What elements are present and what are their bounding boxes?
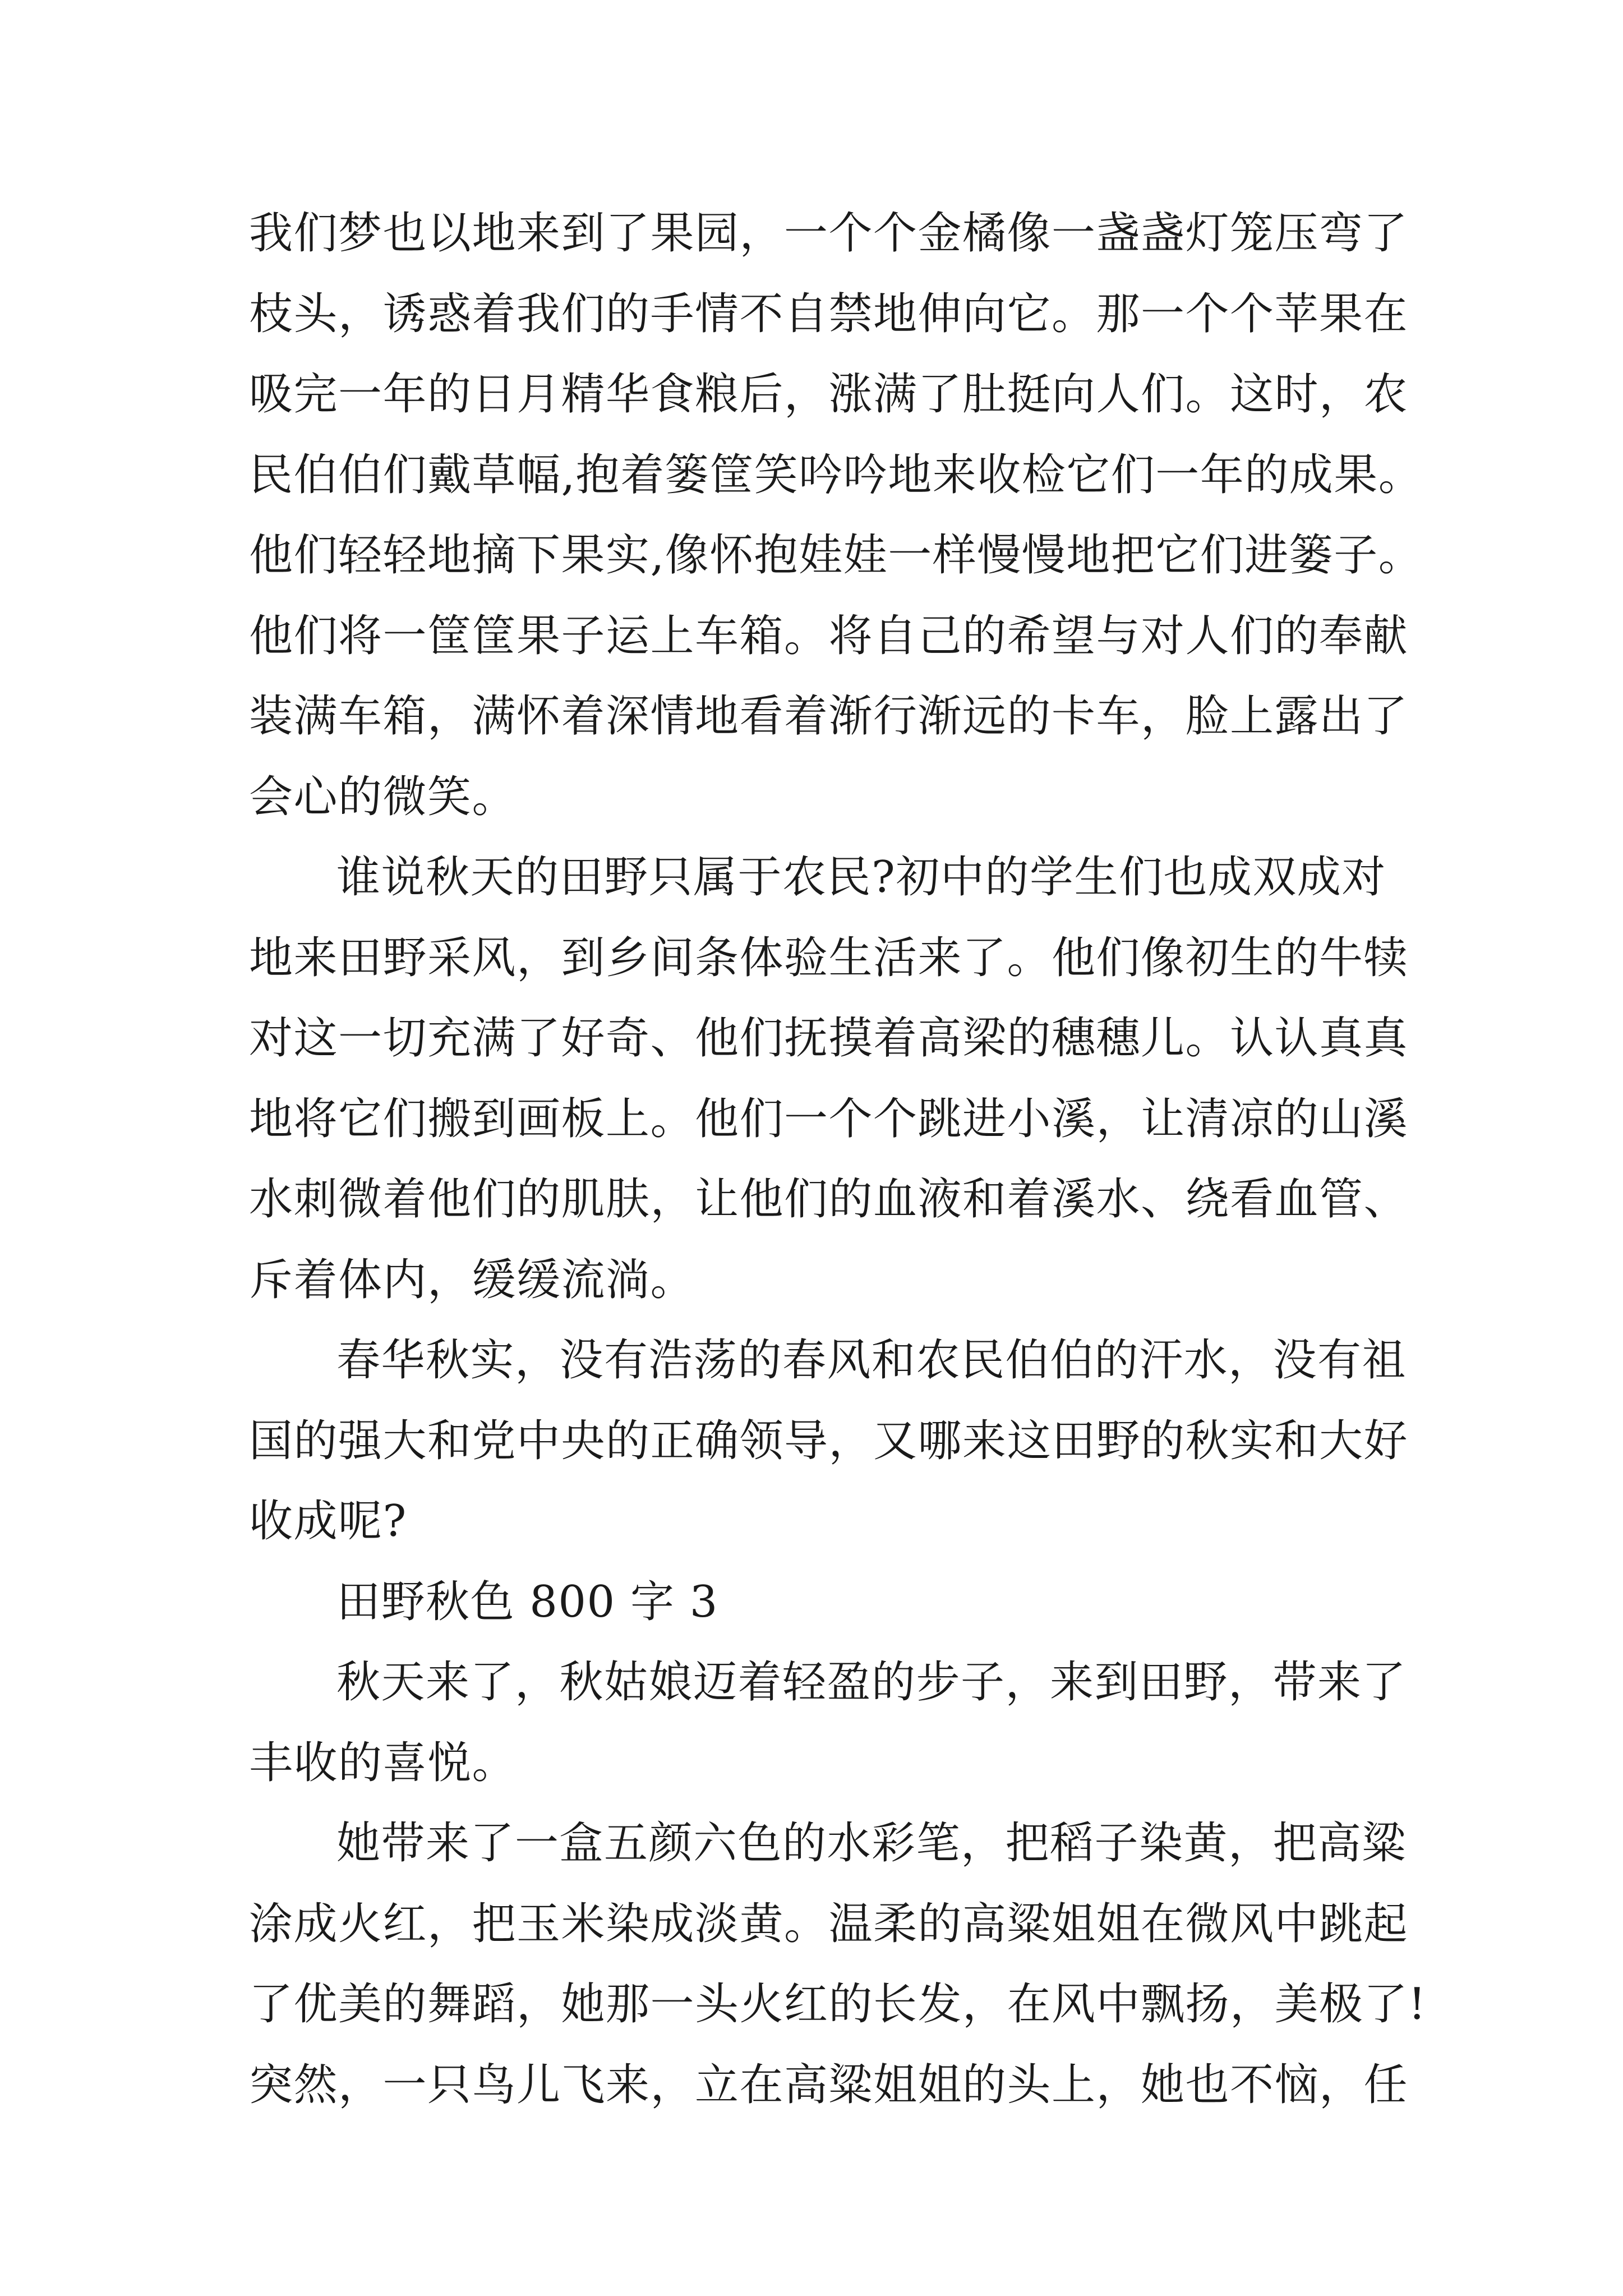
text-line: 田野秋色 800 字 3: [336, 1576, 718, 1627]
text-line: 枝头，诱惑着我们的手情不自禁地伸向它。那一个个苹果在: [249, 288, 1409, 339]
text-line: 吸完一年的日月精华食粮后，涨满了肚挺向人们。这时，农: [249, 369, 1409, 420]
text-line: 他们轻轻地摘下果实,像怀抱娃娃一样慢慢地把它们进篓子。: [249, 530, 1423, 581]
text-line: 水刺微着他们的肌肤，让他们的血液和着溪水、绕看血管、: [249, 1174, 1409, 1225]
text-line: 斥着体内，缓缓流淌。: [249, 1254, 695, 1305]
text-line: 地来田野采风，到乡间条体验生活来了。他们像初生的牛犊: [249, 932, 1409, 983]
text-line: 丰收的喜悦。: [249, 1737, 517, 1788]
text-line: 谁说秋天的田野只属于农民?初中的学生们也成双成对: [336, 852, 1386, 903]
text-line: 民伯伯们戴草幅,抱着篓筐笑吟吟地来收检它们一年的成果。: [249, 449, 1423, 500]
text-line: 突然，一只鸟儿飞来，立在高粱姐姐的头上，她也不恼，任: [249, 2059, 1409, 2110]
article-body: [249, 194, 1427, 2125]
text-line: 国的强大和党中央的正确领导，又哪来这田野的秋实和大好: [249, 1415, 1409, 1466]
text-line: 了优美的舞蹈，她那一头火红的长发，在风中飘扬，美极了!: [249, 1979, 1427, 2030]
text-line: 她带来了一盒五颜六色的水彩笔，把稻子染黄，把高粱: [336, 1818, 1407, 1869]
text-line: 他们将一筐筐果子运上车箱。将自己的希望与对人们的奉献: [249, 610, 1409, 661]
text-line: 秋天来了，秋姑娘迈着轻盈的步子，来到田野，带来了: [336, 1657, 1407, 1708]
text-line: 我们梦也以地来到了果园，一个个金橘像一盏盏灯笼压弯了: [249, 208, 1409, 259]
text-line: 春华秋实，没有浩荡的春风和农民伯伯的汗水，没有祖: [336, 1335, 1407, 1386]
text-line: 装满车箱，满怀着深情地看着渐行渐远的卡车，脸上露出了: [249, 691, 1409, 742]
text-line: 收成呢?: [249, 1496, 407, 1547]
text-line: 地将它们搬到画板上。他们一个个跳进小溪，让清凉的山溪: [249, 1093, 1409, 1144]
text-line: 对这一切充满了好奇、他们抚摸着高梁的穗穗儿。认认真真: [249, 1013, 1409, 1064]
text-line: 涂成火红，把玉米染成淡黄。温柔的高粱姐姐在微风中跳起: [249, 1898, 1409, 1949]
text-line: 会心的微笑。: [249, 771, 517, 822]
